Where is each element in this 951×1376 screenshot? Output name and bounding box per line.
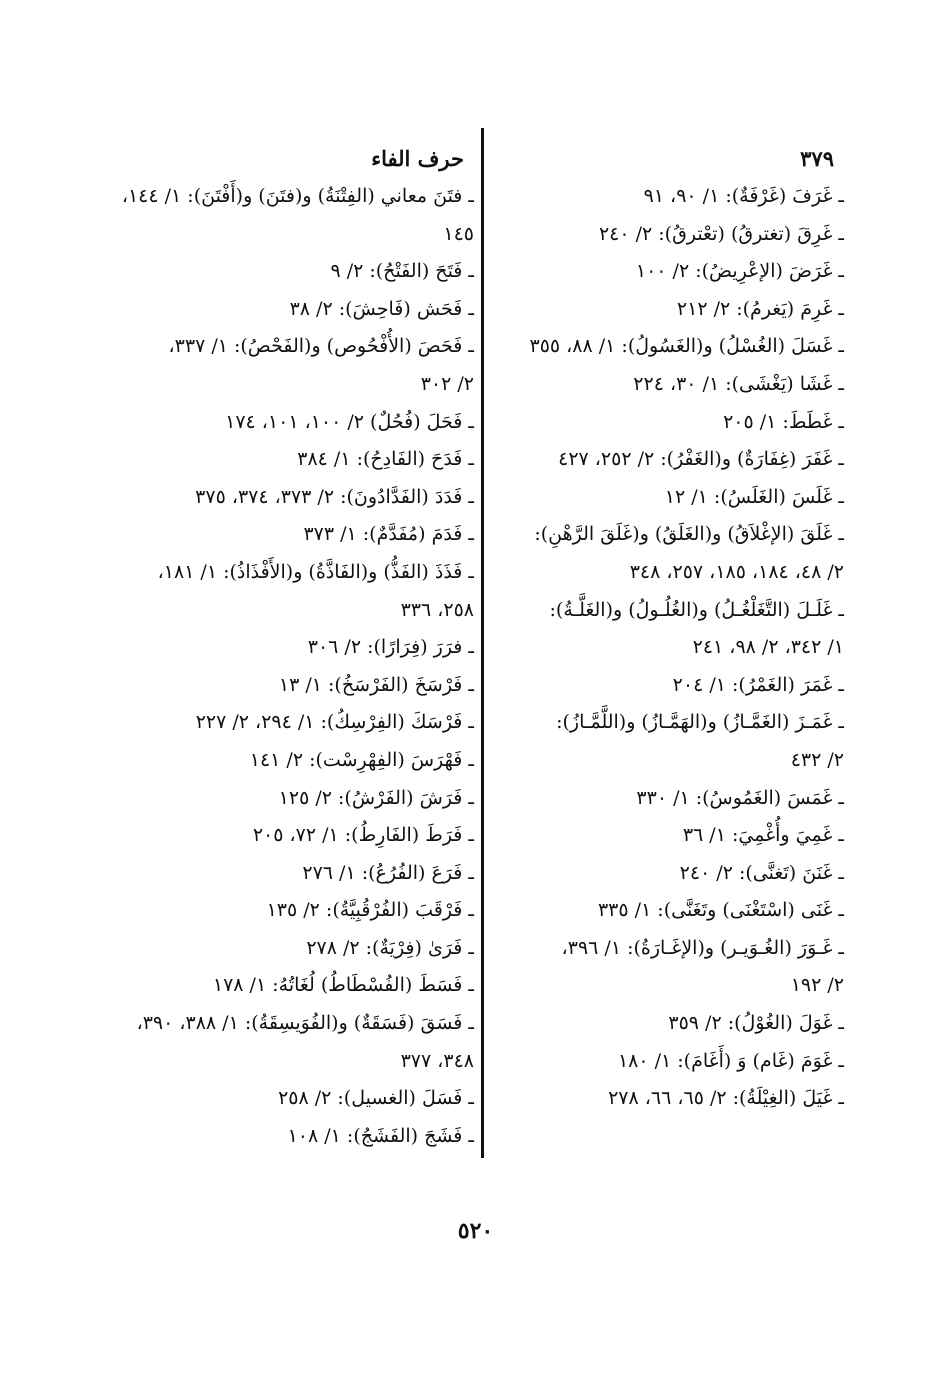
index-line: ـ غَرِقَ (تغترقُ) (تعْترقُ): ٢/ ٢٤٠ — [598, 222, 844, 245]
index-line: ـ غَرِمَ (يَغرمُ): ٢/ ٢١٢ — [676, 297, 844, 320]
index-line: ـ غَنَى (اسْتَغْنَى) وتَغَنَّى): ١/ ٣٣٥ — [597, 899, 844, 922]
index-line: ٢٥٨، ٣٣٦ — [400, 598, 474, 621]
index-line: ـ فَحَلَ (فُحُلٌ) ٢/ ١٠٠، ١٠١، ١٧٤ — [225, 410, 474, 433]
index-line: ـ فَحَصَ (الأُفْحُوص) و(الفَحْصُ): ١/ ٣٣٧، — [168, 335, 474, 358]
index-line: ـ غَـوَرَ (الغُـوَيـر) و(الإغَـارَةُ): ١/ ٣٩٦، — [561, 936, 844, 959]
index-line: ـ فَدَمَ (مُفَدَّمٌ): ١/ ٣٧٣ — [303, 523, 474, 546]
index-line: ـ غَوَمَ (غَام) وَ (أَغَامَ): ١/ ١٨٠ — [617, 1049, 844, 1072]
index-line: ـ فَرْسَخَ (الفَرْسَخُ): ١/ ١٣ — [278, 673, 474, 696]
index-line: ـ غَنَنَ (تَغنَّى): ٢/ ٢٤٠ — [679, 861, 844, 884]
index-line: ـ غَلَسَ (الغَلَسُ): ١/ ١٢ — [664, 485, 844, 508]
index-line: ـ فَرَعَ (الفُرُعُ): ١/ ٢٧٦ — [302, 861, 474, 884]
index-line: ـ فتَنَ معاني (الفِتْنَةُ) و(فتَنَ) و(أَفْتَنَ): ١/ ١٤٤، — [121, 185, 474, 207]
index-line: ـ فَحَش (فَاحِشَ): ٢/ ٣٨ — [289, 297, 474, 320]
index-line: ٣٤٨، ٣٧٧ — [400, 1049, 474, 1072]
index-line: ـ غَسَلَ (الغُسْلُ) و(الغَسُولُ): ١/ ٨٨، ٣٥٥ — [529, 335, 844, 358]
index-line: ـ غَمَـزَ (الغَمَّـازُ) و(الهَمَّـازُ) و(اللَّمَّـازُ): — [556, 711, 844, 734]
index-line: ـ غَمَرَ (الغَمْرُ): ١/ ٢٠٤ — [672, 673, 844, 696]
page-number: ٥٢٠ — [457, 1218, 494, 1244]
index-line: ـ غَشَا (يَغْشَى): ١/ ٣٠، ٢٢٤ — [633, 372, 844, 395]
continuation-page-marker: ٣٧٩ — [800, 146, 834, 171]
index-line: ـ فَرَشَ (الفَرْشُ): ٢/ ١٢٥ — [278, 786, 474, 809]
index-line: ـ فَدَحَ (الفَادِحُ): ١/ ٣٨٤ — [297, 448, 474, 471]
index-line: ـ غَيَلَ (الغِيْلَةُ): ٢/ ٦٥، ٦٦، ٢٧٨ — [608, 1087, 844, 1110]
index-line: ـ غَمَسَ (الغَمُوسُ): ١/ ٣٣٠ — [636, 786, 844, 809]
index-line: ٢/ ١٩٢ — [790, 974, 844, 997]
index-line: ٢/ ٤٣٢ — [790, 748, 844, 771]
index-line: ـ غَلَقَ (الإغْلاَقُ) و(الغَلَقُ) و(غَلَقَ الرَّهْنِ): — [534, 523, 844, 546]
index-line: ـ غَمِيَ وأُغْمِيَ: ١/ ٣٦ — [682, 824, 844, 847]
index-line: ١٤٥ — [443, 222, 474, 245]
index-line: ـ فَدَدَ (الفَدَّادُونَ): ٢/ ٣٧٣، ٣٧٤، ٣٧٥ — [195, 485, 474, 508]
index-line: ـ غَرَفَ (غَرْفَةٌ): ١/ ٩٠، ٩١ — [643, 185, 844, 207]
index-line: ١/ ٣٤٢، ٢/ ٩٨، ٢٤١ — [692, 636, 844, 659]
index-column-fa — [121, 140, 474, 1155]
index-line: ـ فَهْرَسَ (الفِهْرِسْت): ٢/ ١٤١ — [249, 748, 474, 771]
index-line: ـ فرَرَ (فِرَارًا): ٢/ ٣٠٦ — [307, 636, 474, 659]
index-line: ـ فَشَجَ (الفَشَجُ): ١/ ١٠٨ — [287, 1124, 474, 1147]
index-line: ـ فَسَقَ (فَسَقَةٌ) و(الفُوَيسِقَةُ): ١/ ٣٨٨، ٣٩٠، — [136, 1012, 474, 1035]
index-line: ـ فَرْسَكَ (الفِرْسِكُ): ١/ ٢٩٤، ٢/ ٢٢٧ — [195, 711, 474, 734]
index-column-ghain — [500, 140, 844, 1118]
entry-list-fa — [121, 178, 474, 1155]
index-line: ٢/ ٣٠٢ — [420, 372, 474, 395]
index-line: ـ فَسَطَ (الفُسْطَاطُ) لُغَاتُهُ: ١/ ١٧٨ — [212, 974, 474, 997]
index-line: ـ فَرَىٰ (فِرْيَةٌ): ٢/ ٢٧٨ — [306, 936, 474, 959]
index-line: ـ فَذَذَ (الفَذُّ) و(الفَاذَّةُ) و(الأَفْذَاذُ): ١/ ١٨١، — [157, 560, 474, 583]
index-line: ـ غَلَـلَ (التَّغَلْغُـلُ) و(الغُلُـولُ) و(الغَلَّـةُ): — [549, 598, 844, 621]
index-line: ـ فَسَلَ (الغسيل): ٢/ ٢٥٨ — [278, 1087, 474, 1110]
index-line: ـ غَفَرَ (غِفَارَةٌ) و(الغَفْرُ): ٢/ ٢٥٢، ٤٢٧ — [558, 448, 844, 471]
entry-list-ghain — [500, 178, 844, 1118]
index-line: ـ فَرَطَ (الفَارِطُ): ١/ ٧٢، ٢٠٥ — [252, 824, 474, 847]
section-heading: حرف الفاء — [371, 146, 464, 171]
index-line: ـ غَطَطَ: ١/ ٢٠٥ — [723, 410, 844, 433]
index-line: ـ فَتَحَ (الفَتْحُ): ٢/ ٩ — [330, 260, 474, 283]
column-divider — [481, 128, 484, 1158]
index-line: ـ فَرْقَبَ (الفُرْقُبِيَّةُ): ٢/ ١٣٥ — [266, 899, 474, 922]
index-line: ـ غَوَلَ (الغُوْلُ): ٢/ ٣٥٩ — [668, 1012, 844, 1035]
index-line: ٢/ ٤٨، ١٨٤، ١٨٥، ٢٥٧، ٣٤٨ — [629, 560, 844, 583]
index-line: ـ غَرَضَ (الإعْرِيضُ): ٢/ ١٠٠ — [635, 260, 844, 283]
